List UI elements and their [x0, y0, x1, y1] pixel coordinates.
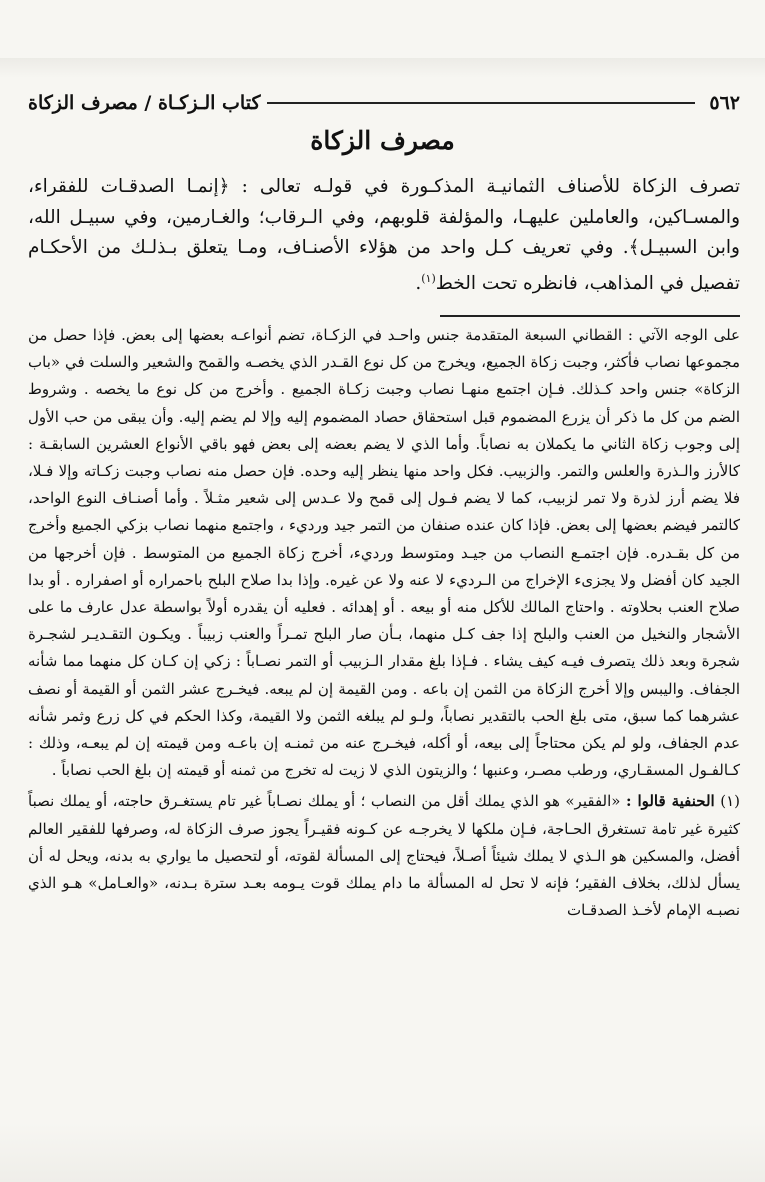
scan-shadow — [0, 58, 765, 78]
footnote-continuation: على الوجه الآتي : القطاني السبعة المتقدمة جنس واحـد في الزكـاة، تضم أنواعـه بعضها إلى بعض. فإذا حصل من مجموعها نصاب فأكثر، وجبت زكاة الجميع، ويخرج من كل نوع القـدر الذي يخصـه والقمح والشعير والسلت في «باب الزكاة» جنس واحد كـذلك. فـإن اجتمع منهـا نصاب وجبت زكـاة الجميع . وأخرج من كل نوع ما يخصه . وشروط الضم من كل ما ذكر أن يزرع المضموم قبل استحقاق حصاد المضموم إليه وإلا لم يضم إليه. وأن يبقى من حب الأول إلى وجوب زكاة الثاني ما يكملان به نصاباً. وأما الذي لا يضم بعضه إلى بعض فهو باقي الأنواع العشرين السابقـة : كالأرز والـذرة والعلس والتمر. والزبيب. فكل واحد منها ينظر إليه وحده. فإن حصل منه نصاب وجبت زكـاته وإلا فـلا، فلا يضم أرز لذرة ولا تمر لزبيب، كما لا يضم فـول إلى قمح ولا عـدس إلى شعير مثـلاً . وأما أصنـاف النوع الواحد، كالتمر فيضم بعضها إلى بعض. فإذا كان عنده صنفان من التمر جيد ورديء ، واجتمع منهما نصاب بزكي الجميع وأخرج من كل بقـدره. فإن اجتمـع النصاب من جيـد ومتوسط ورديء، أخرج زكاة الجميع من المتوسط . فإن أخرجها من الجيد كان أفضل ولا يجزىء الإخراج من الـرديء لا عنه ولا عن غيره. وإذا بدا صلاح البلح باحمراره أو اصفراره . أو بدا صلاح العنب بحلاوته . واحتاج المالك للأكل منه أو بيعه . أو إهدائه . فعليه أن يقدره أولاً بواسطة عدل عارف ما على الأشجار والنخيل من العنب والبلح إذا جف كـل منهما، بـأن صار البلح تمـراً والعنب زبيباً . ويكـون التقـديـر لشجـرة شجرة وبعد ذلك يتصرف فيـه كيف يشاء . فـإذا بلغ مقدار الـزبيب أو التمر نصـاباً : زكي إن كـان كل منهما مما شأنه الجفاف. واليبس وإلا أخرج الزكاة من الثمن إن باعه . ومن القيمة إن لم يبعه. فيخـرج عشر الثمن أو القيمة أو نصف عشرهما كما سبق، متى بلغ الحب بالتقدير نصاباً، ولـو لم يبلغه الثمن ولا القيمة، وكذا الحكم في كل زرع وثمر شأنه عدم الجفاف، ولو لم يكن محتاجاً إلى بيعه، أو أكله، فيخـرج عنه من ثمنـه إن باعـه ومن قيمته إن لم يبعـه، وذلك : كـالفـول المسقـاري، ورطب مصـر، وعنبها ؛ والزيتون الذي لا زيت له تخرج من ثمنه أو قيمته إن بلغ الحب نصاباً . — [28, 326, 740, 780]
page-number: ٥٦٢ — [709, 92, 740, 114]
footnote-1-label: الحنفية قالوا : — [625, 792, 715, 811]
footnote-separator — [440, 315, 740, 317]
intro-paragraph: تصرف الزكاة للأصناف الثمانيـة المذكـورة في قولـه تعالى : ﴿إنمـا الصدقـات للفقراء، والمسـاكين، والعاملين عليهـا، والمؤلفة قلوبهم، وفي الـرقاب؛ والغـارمين، وفي سبيـل الله، وابن السبيـل﴾. وفي تعريف كـل واحد من هؤلاء الأصنـاف، ومـا يتعلق بـذلـك من الأحكـام تفصيل في المذاهب، فانظره تحت الخط$^{(١)}$. — [28, 176, 740, 294]
section-title: مصرف الزكاة — [310, 126, 455, 155]
page-header — [28, 88, 740, 118]
intro-text: تصرف الزكاة للأصناف الثمانيـة المذكـورة في قولـه تعالى : ﴿إنمـا الصدقـات للفقراء، والمسـاكين، والعاملين عليهـا، والمؤلفة قلوبهم، وفي الـرقاب؛ والغـارمين، وفي سبيـل الله، وابن السبيـل﴾. وفي تعريف كـل واحد من هؤلاء الأصنـاف، ومـا يتعلق بـذلـك من الأحكـام تفصيل في المذاهب، فانظره تحت الخط — [28, 176, 740, 294]
footnote-1 — [28, 788, 740, 924]
footnote-1-marker: (١) — [720, 792, 741, 811]
header-rule — [267, 102, 696, 104]
footnote-reference: (١) — [421, 271, 436, 285]
footnotes-block — [28, 322, 740, 924]
scan-bottom-edge — [0, 1122, 765, 1182]
footnote-1-text: «الفقير» هو الذي يملك أقل من النصاب ؛ أو يملك نصـاباً غير تام يستغـرق حاجته، أو يملك نصباً كثيرة غير تامة تستغرق الحـاجة، فـإن ملكها لا يخرجـه عن كـونه فقيـراً يجوز صرف الزكاة له، وصرفها للفقير العالم أفضل، والمسكين هو الـذي لا يملك شيئاً أصـلاً، فيحتاج إلى المسألة لقوته، أو لتحصيل ما يواري به بدنه، ويحل له أن يسأل لذلك، بخلاف الفقير؛ فإنه لا تحل له المسألة ما دام يملك قوت يـومه بعـد سترة بـدنه، «والعـامل» هـو الذي نصبـه الإمام لأخـذ الصدقـات — [28, 792, 740, 920]
running-title: كتاب الـزكـاة / مصرف الزكاة — [28, 92, 261, 114]
